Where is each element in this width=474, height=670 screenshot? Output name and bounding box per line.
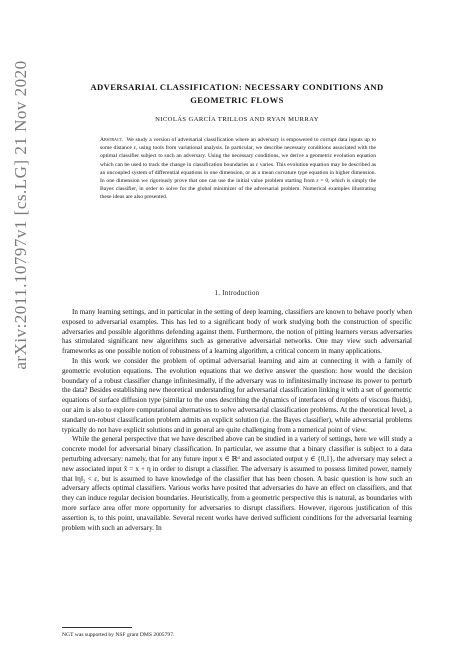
paper-authors: NICOLÁS GARCÍA TRILLOS AND RYAN MURRAY (155, 116, 319, 123)
footnote-rule (62, 627, 132, 628)
abstract (100, 136, 376, 202)
paragraph: In this work we consider the problem of optimal adversarial learning and aim at connecting it with a family of geometric evolution equations. The evolution equations that we derive answer the question: how would the decision boundary of a robust classifier change infinitesimally, if the adversary was to infinitesimally increase its power to perturb the data? Besides establishing new theoretical understanding for adversarial classification linking it with a set of geometric equations of surface diffusion type (similar to the ones describing the dynamics of interfaces of droplets of viscous fluids), our aim is also to explore computational alternatives to solve adversarial classification problems. At the theoretical level, a standard un-robust classification problem admits an explicit solution (i.e. the Bayes classifier), while adversarial problems typically do not have explicit solutions and in general are quite challenging from a numerical point of view. (62, 356, 412, 434)
title-line-2: GEOMETRIC FLOWS (190, 95, 284, 105)
title-line-1: ADVERSARIAL CLASSIFICATION: NECESSARY CONDITIONS AND (90, 82, 384, 92)
body-text (62, 308, 412, 533)
footnote: NGT was supported by NSF grant DMS 2005797. (62, 632, 175, 638)
paragraph: In many learning settings, and in particular in the setting of deep learning, classifiers are known to behave poorly when exposed to adversarial examples. This has led to a significant body of work studying both the construction of specific adversaries and possible algorithms defending against them. Furthermore, the notion of pitting learners versus adversaries has stimulated significant new algorithms such as generative adversarial networks. One may view such adversarial frameworks as one possible notion of robustness of a learning algorithm, a critical concern in many applications. (62, 308, 412, 356)
abstract-label: Abstract. (100, 137, 124, 143)
arxiv-identifier: arXiv:2011.10797v1 [cs.LG] 21 Nov 2020 (11, 60, 30, 370)
paragraph: While the general perspective that we have described above can be studied in a variety of settings, here we will study a concrete model for adversarial binary classification. In particular, we assume that a binary classifier is subject to a data perturbing adversary: namely, that for any future input x ∈ ℝᵈ and associated output y ∈ {0,1}, the adversary may select a new associated input x̃ = x + η in order to disrupt a classifier. The adversary is assumed to possess limited power, namely that ‖η‖₂ < ε, but is assumed to have knowledge of the classifier that has been chosen. A basic question is how such an adversary affects optimal classifiers. Various works have posited that adversaries do have an effect on classifiers, and that they can induce regular decision boundaries. Heuristically, from a geometric perspective this is natural, as boundaries with more surface area offer more opportunity for adversaries to disrupt classifiers. However, rigorous justification of this assertion is, to this point, unavailable. Several recent works have derived sufficient conditions for the adversarial learning problem with such an adversary. In (62, 435, 412, 532)
abstract-text: We study a version of adversarial classification where an adversary is empowered to corrupt data inputs up to some distance ε, using tools from variational analysis. In particular, we describe necessary conditions associated with the optimal classifier subject to such an adversary. Using the necessary conditions, we derive a geometric evolution equation which can be used to track the change in classification boundaries as ε varies. This evolution equation may be described as an uncoupled system of differential equations in one dimension, or as a mean curvature type equation in higher dimension. In one dimension we rigorously prove that one can use the initial value problem starting from ε = 0, which is simply the Bayes classifier, in order to solve for the global minimizer of the adversarial problem. Numerical examples illustrating these ideas are also presented. (100, 137, 376, 201)
paper-title (70, 81, 404, 107)
section-heading: 1. Introduction (214, 290, 260, 297)
